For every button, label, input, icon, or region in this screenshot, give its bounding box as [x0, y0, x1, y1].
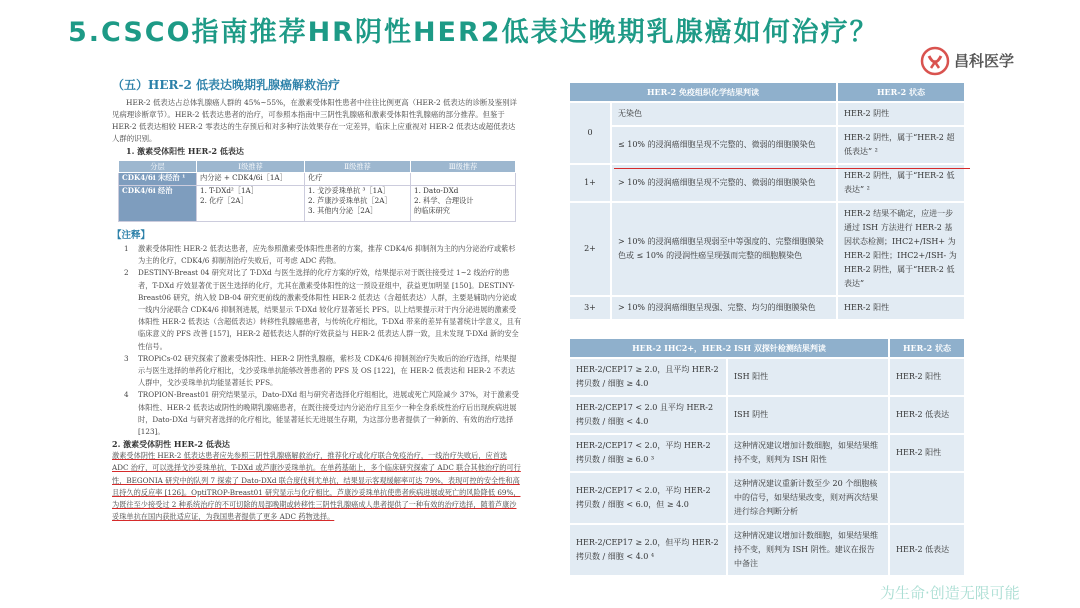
table-cell: HER-2 结果不确定，应进一步通过 ISH 方法进行 HER-2 基因状态检测；IHC2+/ISH+ 为 HER-2 阳性；IHC2+/ISH- 为 HER-2 阴性，属于“HER-2 低表达”	[837, 202, 965, 296]
table-cell: > 10% 的浸润癌细胞呈现强、完整、均匀的细胞膜染色	[611, 296, 837, 320]
table-cell: HER-2/CEP17 ≥ 2.0，且平均 HER-2 拷贝数 / 细胞 ≥ 4.0	[569, 358, 727, 396]
table-cell: 1. T-DXd²［1A］ 2. 化疗［2A］	[197, 186, 305, 222]
column-header: 分层	[119, 161, 197, 173]
table-cell	[889, 472, 965, 524]
brand-logo	[920, 46, 1070, 76]
ihc-interpretation-table	[568, 81, 966, 321]
table-cell: 1. 戈沙妥珠单抗 ³［1A］ 2. 芦康沙妥珠单抗［2A］ 3. 其他内分泌［2A］	[305, 186, 411, 222]
page-title: 5.CSCO指南推荐HR阴性HER2低表达晚期乳腺癌如何治疗？	[68, 17, 879, 48]
column-header: HER-2 IHC2+，HER-2 ISH 双探针检测结果判读	[569, 338, 889, 358]
column-header: Ⅰ级推荐	[197, 161, 305, 173]
note-item: 4 TROPION-Breast01 研究结果显示，Dato-DXd 组与研究者选择化疗组相比，进展或死亡风险减少 37%，对于激素受体阳性、HER-2 低表达或阴性的晚期乳腺癌患者，在既往接受过内分泌治疗且至少一种全身系统性治疗后出现疾病进展时，Dato-DXd 与研究者选择的化疗相比，能显著延长无进展生存期，为这部分患者提供了一种新的、有效的治疗选择 [123]。	[124, 390, 519, 437]
table-cell: CDK4/6i 经治	[119, 186, 197, 222]
ish-interpretation-table	[568, 337, 966, 577]
table-cell: HER-2/CEP17 < 2.0，平均 HER-2 拷贝数 / 细胞 < 6.0，但 ≥ 4.0	[569, 472, 727, 524]
table-cell: 1. Dato-DXd 2. 科学、合理设计 的临床研究	[411, 186, 516, 222]
table-cell: > 10% 的浸润癌细胞呈现弱至中等强度的、完整细胞膜染色或 ≤ 10% 的浸润性癌呈现强而完整的细胞膜染色	[611, 202, 837, 296]
table-cell: HER-2 阳性	[889, 434, 965, 472]
recommendation-table	[118, 160, 516, 222]
notes-heading: 【注释】	[112, 230, 151, 241]
note-item: 1 激素受体阳性 HER-2 低表达患者，应先参照激素受体阳性患者的方案，推荐 CDK4/6 抑制剂为主的内分泌治疗或紫杉为主的化疗，CDK4/6 抑制剂治疗失败后，可考虑 ADC 药物。	[124, 244, 516, 266]
subsection-hr-positive: 1. 激素受体阳性 HER-2 低表达	[126, 146, 244, 156]
table-cell: 内分泌 + CDK4/6i［1A］	[197, 173, 305, 186]
column-header: HER-2 状态	[889, 338, 965, 358]
ihc-score: 1+	[569, 164, 611, 202]
table-cell: 无染色	[611, 102, 837, 126]
table-cell: ≤ 10% 的浸润癌细胞呈现不完整的、微弱的细胞膜染色	[611, 126, 837, 164]
column-header: HER-2 免疫组织化学结果判读	[569, 82, 837, 102]
table-cell: HER-2 低表达	[889, 396, 965, 434]
intro-paragraph: HER-2 低表达占总体乳腺癌人群的 45%~55%，在激素受体阳性患者中往往比例更高（HER-2 低表达的诊断及鉴别详见病理诊断章节）。HER-2 低表达患者的治疗，可参照本指南中三阴性乳腺癌和激素受体阳性乳腺癌的部分推荐。但鉴于 HER-2 低表达相较 HER-2 零表达的生存预后和对多种疗法效果存在一定差异，临床上应重视对 HER-2 低表达或超低表达人群的识别。	[112, 98, 517, 143]
table-cell: HER-2 阳性	[889, 358, 965, 396]
table-cell: 这种情况建议增加计数细胞，如果结果维持不变，则判为 ISH 阳性	[727, 434, 889, 472]
table-cell	[411, 173, 516, 186]
table-cell: 这种情况建议增加计数细胞，如果结果维持不变，则判为 ISH 阴性。建议在报告中备注	[727, 524, 889, 576]
table-cell: HER-2 阳性	[837, 296, 965, 320]
table-cell: HER-2/CEP17 < 2.0，平均 HER-2 拷贝数 / 细胞 ≥ 6.0 ³	[569, 434, 727, 472]
table-cell: ISH 阳性	[727, 358, 889, 396]
subsection-hr-negative: 2. 激素受体阴性 HER-2 低表达	[112, 439, 230, 450]
table-cell: HER-2/CEP17 ≥ 2.0，但平均 HER-2 拷贝数 / 细胞 < 4.0 ⁴	[569, 524, 727, 576]
guideline-document	[112, 76, 522, 602]
section-title: （五）HER-2 低表达晚期乳腺癌解救治疗	[112, 78, 340, 92]
ribbon-logo-icon	[920, 46, 950, 76]
ihc-score: 3+	[569, 296, 611, 320]
ihc-score: 0	[569, 102, 611, 164]
table-cell: CDK4/6i 未经治 ¹	[119, 173, 197, 186]
brand-name: 昌科医学	[954, 52, 1015, 70]
note-item: 2 DESTINY-Breast 04 研究对比了 T-DXd 与医生选择的化疗方案的疗效，结果提示对于既往接受过 1~2 线治疗的患者，T-DXd 疗效显著优于医生选择的化疗，尤其在激素受体阳性的这一预设亚组中，获益更加明显 [150]。DESTINY-Breast06 研究，纳入较 DB-04 研究更前线的激素受体阳性 HER-2 低表达（含超低表达）人群，主要是辅助内分泌或一线内分泌联合 CDK4/6 抑制剂进展，结果显示 T-DXd 较化疗显著延长 PFS。以上结果提示对于内分泌进展的激素受体阳性 HER-2 低表达（含超低表达）转移性乳腺癌患者，与传统化疗相比，T-DXd 带来的差异有显著统计学意义，且有临床意义的 PFS 改善 [157]，HER-2 超低表达人群的疗效获益与 HER-2 低表达人群一致，且未发现 T-DXd 新的安全性信号。	[124, 268, 522, 351]
slogan: 为生命·创造无限可能	[880, 584, 1020, 602]
table-cell: 化疗	[305, 173, 411, 186]
table-cell: 这种情况建议重新计数至少 20 个细胞核中的信号，如果结果改变，则对两次结果进行综合判断分析	[727, 472, 889, 524]
table-cell: HER-2 阴性，属于“HER-2 低表达” ²	[837, 164, 965, 202]
column-header: HER-2 状态	[837, 82, 965, 102]
table-cell: HER-2 低表达	[889, 524, 965, 576]
table-cell: HER-2/CEP17 < 2.0 且平均 HER-2 拷贝数 / 细胞 < 4.0	[569, 396, 727, 434]
table-cell: > 10% 的浸润癌细胞呈现不完整的、微弱的细胞膜染色	[611, 164, 837, 202]
highlight-underline	[614, 168, 970, 169]
note-item: 3 TROPiCs-02 研究探索了激素受体阳性、HER-2 阴性乳腺癌，紫杉及 CDK4/6 抑制剂治疗失败后的治疗选择，结果提示与医生选择的单药化疗相比，戈沙妥珠单抗能够改善患者的 PFS 及 OS [122]，在 HER-2 低表达和 HER-2 不表达人群中，戈沙妥珠单抗均能显著延长 PFS。	[124, 353, 517, 388]
table-cell: HER-2 阴性	[837, 102, 965, 126]
column-header: Ⅱ级推荐	[305, 161, 411, 173]
notes-list	[112, 243, 522, 438]
ihc-score: 2+	[569, 202, 611, 296]
table-cell: ISH 阴性	[727, 396, 889, 434]
column-header: Ⅲ级推荐	[411, 161, 516, 173]
table-cell: HER-2 阴性，属于“HER-2 超低表达” ²	[837, 126, 965, 164]
hr-negative-paragraph: 激素受体阴性 HER-2 低表达患者应先参照三阴性乳腺癌解救治疗，推荐化疗或化疗联合免疫治疗，一线治疗失败后，应首选 ADC 治疗，可以选择戈沙妥珠单抗、T-DXd 或芦康沙妥珠单抗。在单药基础上，多个临床研究探索了 ADC 联合其他治疗的可行性，BEGONIA 研究中的队列 7 探索了 Dato-DXd 联合度伐利尤单抗，结果显示客观缓解率可达 79%，表现可控的安全性和高且持久的反应率 [126]。OptiTROP-Breast01 研究显示与化疗相比，芦康沙妥珠单抗使患者疾病进展或死亡的风险降低 69%，为既往至少接受过 2 种系统治疗的不可切除的局部晚期或转移性三阴性乳腺癌成人患者提供了一种有效的治疗选择，随着芦康沙妥珠单抗在国内获批适应证，为我国患者提供了更多 ADC 药物选择。	[112, 451, 521, 522]
